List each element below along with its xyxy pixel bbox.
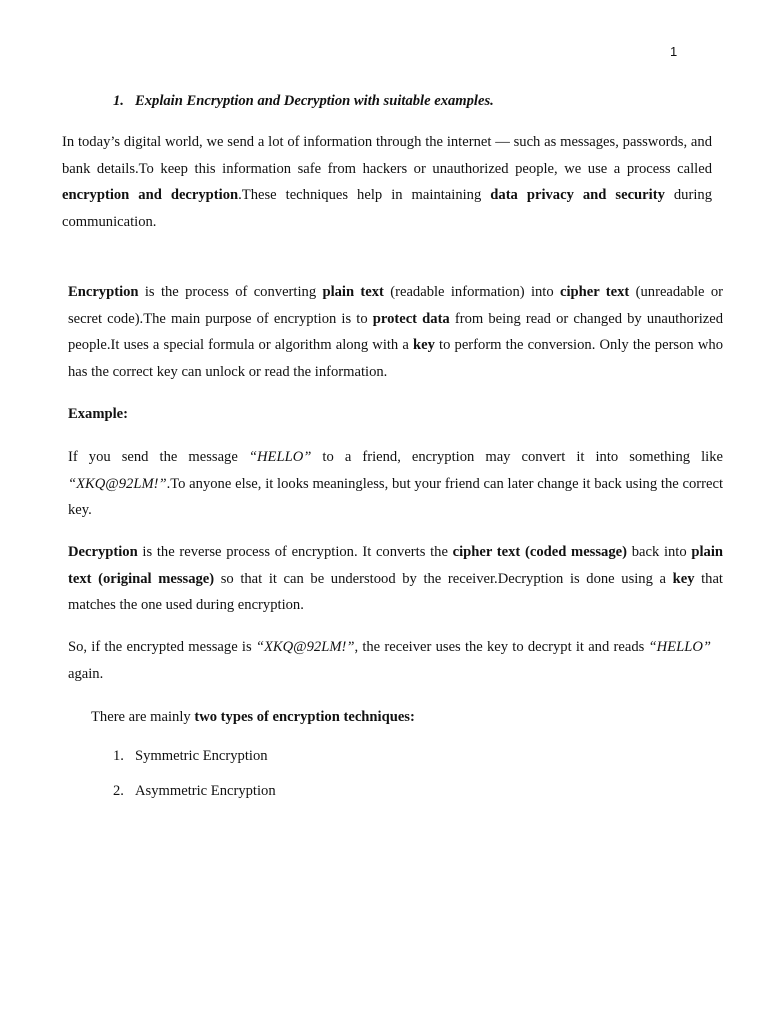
types-intro-bold: two types of encryption techniques:	[194, 709, 415, 725]
list-item-label: Asymmetric Encryption	[135, 783, 276, 799]
decryption-text-2: back into	[626, 544, 692, 560]
example-italic-1: “HELLO”	[248, 449, 312, 465]
list-item-label: Symmetric Encryption	[135, 748, 268, 764]
decrypt-example-italic-1: “XKQ@92LM!”	[255, 639, 355, 655]
decryption-text-4: that matches the one used during encryption.	[68, 570, 723, 614]
decryption-term: Decryption	[68, 544, 138, 560]
encryption-bold-2: plain text	[322, 284, 384, 300]
decrypt-example-paragraph	[68, 634, 711, 687]
decrypt-example-text-2: , the receiver uses the key to decrypt it and reads	[354, 639, 649, 655]
decryption-paragraph	[68, 539, 723, 619]
decryption-bold-4: key	[672, 570, 695, 587]
example-paragraph	[68, 444, 723, 524]
example-text-1: If you send the message	[68, 449, 249, 465]
encryption-bold-4: protect data	[372, 310, 450, 327]
decryption-bold-3: plain text (original message)	[68, 544, 723, 587]
encryption-text-1: is the process of converting	[138, 284, 323, 300]
intro-bold-2: data privacy and security	[490, 187, 665, 204]
intro-text-2: .These techniques help in maintaining	[238, 187, 491, 204]
list-item	[113, 783, 276, 800]
encryption-text-3: (unreadable or secret code).The main purpose of encryption is to	[68, 284, 723, 327]
intro-text-1: In today’s digital world, we send a lot of information through the internet — such as messages, passwords, and bank details.To keep this information safe from hackers or unauthorized people, we use a process called	[62, 134, 712, 177]
decrypt-example-text-3: again.	[68, 665, 104, 682]
decrypt-example-italic-2: “HELLO”	[648, 639, 711, 655]
encryption-paragraph	[68, 279, 723, 386]
example-text-3: .To anyone else, it looks meaningless, but your friend can later change it back using the correct key.	[68, 475, 723, 519]
question-heading	[113, 93, 494, 110]
encryption-text-5: to perform the conversion. Only the person who has the correct key can unlock or read the information.	[68, 337, 723, 381]
encryption-text-4: from being read or changed by unauthorized people.It uses a special formula or algorithm along with a	[68, 310, 723, 354]
decryption-text-3: so that it can be understood by the receiver.Decryption is done using a	[214, 570, 673, 587]
example-label: Example:	[68, 406, 128, 422]
intro-paragraph	[62, 129, 712, 236]
decryption-bold-2: cipher text (coded message)	[452, 544, 627, 560]
decryption-text-1: is the reverse process of encryption. It converts the	[137, 544, 453, 560]
question-number: 1.	[113, 93, 124, 109]
decrypt-example-text-1: So, if the encrypted message is	[68, 639, 256, 655]
encryption-term: Encryption	[68, 284, 139, 300]
page-number: 1	[670, 44, 678, 59]
encryption-bold-5: key	[413, 337, 435, 354]
encryption-text-2: (readable information) into	[383, 284, 560, 300]
intro-text-3: during communication.	[62, 187, 712, 231]
example-italic-2: “XKQ@92LM!”	[68, 475, 167, 492]
list-item-number: 2.	[113, 783, 124, 799]
encryption-bold-3: cipher text	[560, 284, 630, 300]
types-intro-text: There are mainly	[91, 709, 195, 725]
question-title: Explain Encryption and Decryption with suitable examples.	[135, 93, 494, 109]
intro-bold-1: encryption and decryption	[62, 187, 239, 204]
types-intro	[91, 704, 415, 731]
example-text-2: to a friend, encryption may convert it into something like	[311, 449, 723, 465]
list-item	[113, 748, 268, 765]
list-item-number: 1.	[113, 748, 124, 764]
